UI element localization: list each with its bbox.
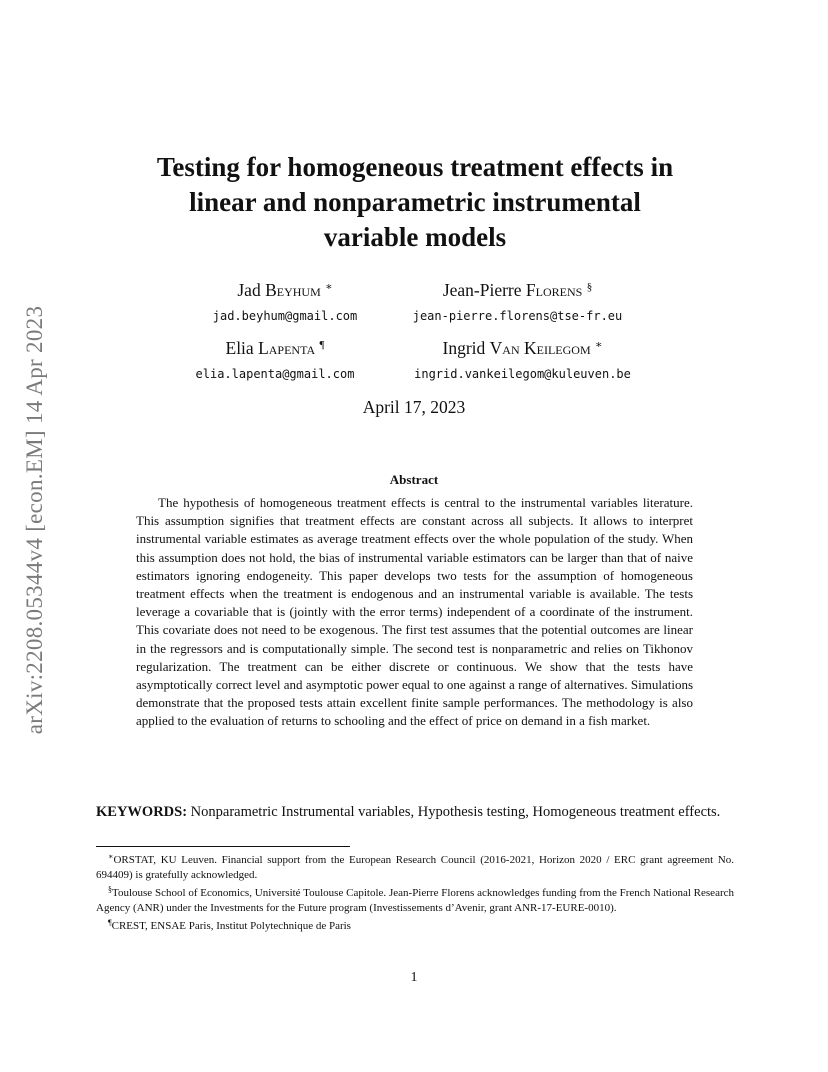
author-name: Elia Lapenta ¶ bbox=[225, 338, 325, 358]
affiliation-mark: § bbox=[586, 281, 593, 293]
author-name: Jad Beyhum ∗ bbox=[237, 280, 333, 300]
author-email[interactable]: elia.lapenta@gmail.com bbox=[195, 367, 355, 381]
keywords-text: Nonparametric Instrumental variables, Hypothesis testing, Homogeneous treatment effects. bbox=[190, 804, 721, 820]
author-name: Ingrid Van Keilegom ∗ bbox=[442, 338, 603, 358]
affiliation-mark: ∗ bbox=[595, 339, 603, 351]
footnote: ¶CREST, ENSAE Paris, Institut Polytechnique de Paris bbox=[108, 918, 351, 932]
page-number: 1 bbox=[410, 970, 418, 985]
title-line: Testing for homogeneous treatment effects in bbox=[156, 152, 674, 182]
arxiv-identifier: arXiv:2208.05344v4 [econ.EM] 14 Apr 2023 bbox=[22, 305, 47, 735]
abstract-heading: Abstract bbox=[389, 472, 439, 487]
paper-title bbox=[90, 150, 740, 255]
publication-date: April 17, 2023 bbox=[362, 397, 466, 417]
author-block bbox=[390, 276, 645, 323]
affiliation-mark: ¶ bbox=[319, 339, 325, 351]
author-email[interactable]: jad.beyhum@gmail.com bbox=[212, 309, 358, 323]
author-email[interactable]: jean-pierre.florens@tse-fr.eu bbox=[412, 309, 623, 323]
keywords-label: KEYWORDS: bbox=[96, 804, 188, 820]
title-line: linear and nonparametric instrumental bbox=[189, 187, 641, 217]
keywords bbox=[96, 803, 734, 822]
affiliation-mark: ∗ bbox=[325, 281, 333, 293]
author-name: Jean-Pierre Florens § bbox=[442, 280, 593, 300]
footnote-rule bbox=[96, 846, 350, 847]
footnote: ∗ORSTAT, KU Leuven. Financial support from the European Research Council (2016-2021, Horizon 2020 / ERC grant agreement No. 694409) is gratefully acknowledged. bbox=[96, 852, 734, 881]
author-email[interactable]: ingrid.vankeilegom@kuleuven.be bbox=[414, 367, 631, 381]
author-block bbox=[170, 334, 380, 381]
footnote: §Toulouse School of Economics, Université Toulouse Capitole. Jean-Pierre Florens acknowledges funding from the French National Research Agency (ANR) under the Investments for the Future program (Investissements d’Avenir, grant ANR-17-EURE-0010). bbox=[96, 885, 734, 914]
author-block bbox=[180, 276, 390, 323]
author-block bbox=[395, 334, 650, 381]
abstract-body: The hypothesis of homogeneous treatment effects is central to the instrumental variables literature. This assumption signifies that treatment effects are constant across all subjects. It allows to interpret instrumental variable estimates as average treatment effects over the whole population of the study. When this assumption does not hold, the bias of instrumental variable estimators can be larger than that of naive estimators ignoring endogeneity. This paper develops two tests for the assumption of homogeneous treatment effects when the treatment is endogenous and an instrumental variable is available. The tests leverage a covariable that is (jointly with the error terms) independent of a coordinate of the instrument. This covariate does not need to be exogenous. The first test assumes that the potential outcomes are linear in the regressors and is computationally simple. The second test is nonparametric and relies on Tikhonov regularization. The treatment can be either discrete or continuous. We show that the tests have asymptotically correct level and asymptotic power equal to one against a range of alternatives. Simulations demonstrate that the proposed tests attain excellent finite sample performances. The methodology is also applied to the evaluation of returns to schooling and the effect of price on demand in a fish market. bbox=[136, 495, 693, 729]
title-line: variable models bbox=[323, 222, 507, 252]
footnotes bbox=[96, 850, 734, 935]
